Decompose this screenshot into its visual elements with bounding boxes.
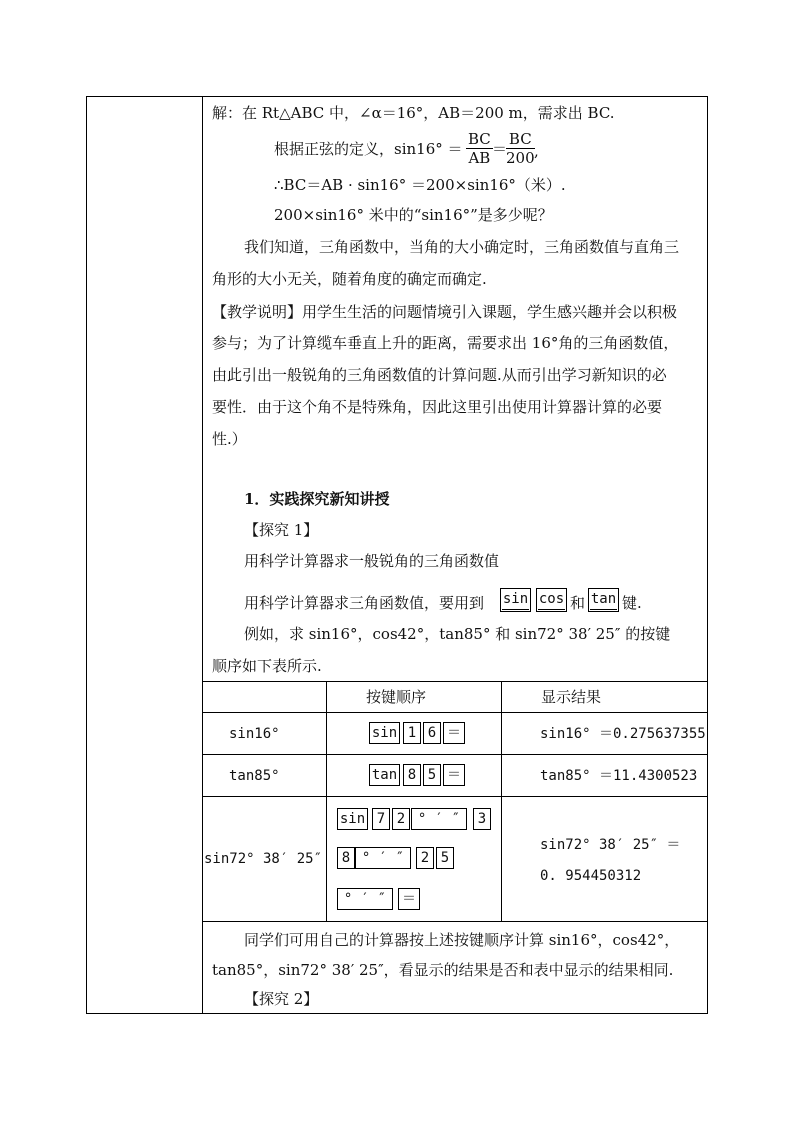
teaching-note-line: 参与；为了计算缆车垂直上升的距离，需要求出 16°角的三角函数值， [212,334,679,352]
key-equals: ＝ [398,888,420,910]
table-header-sequence: 按键顺序 [366,688,427,706]
table-bottom-border [202,921,708,922]
key-equals: ＝ [443,722,465,744]
key-digit: 7 [372,808,390,830]
key-degree-minute-second: ° ′ ″ [337,888,393,910]
teaching-note-line: 由此引出一般锐角的三角函数值的计算问题.从而引出学习新知识的必 [212,366,667,384]
row-result-line-2: 0. 954450312 [540,868,642,884]
row-result-line-1: sin72° 38′ 25″ ＝ [540,837,681,853]
row-result: sin16° ＝0.275637355 [540,726,706,742]
tan-key: tan [588,588,619,612]
fraction-denominator: 200 [506,149,535,167]
cos-key: cos [536,588,567,612]
equals-sign: ＝ [492,140,508,158]
fraction-bc-200 [506,130,535,167]
fraction-numerator: BC [506,130,535,149]
after-table-line-2: tan85°，sin72° 38′ 25″，看显示的结果是否和表中显示的结果相同. [212,961,674,979]
explore-1-label: 【探究 1】 [244,521,319,539]
solution-line-3: ∴BC＝AB · sin16° ＝200×sin16°（米）. [274,176,566,194]
table-header-result: 显示结果 [541,688,602,706]
table-row-border [202,796,708,797]
key-digit: 2 [416,847,434,869]
key-digit: 6 [423,722,441,744]
key-tan: tan [369,764,400,786]
explore-2-label: 【探究 2】 [244,990,319,1008]
teaching-note-line: 【教学说明】用学生生活的问题情境引入课题，学生感兴趣并会以积极 [212,303,678,321]
key-sin: sin [369,722,400,744]
keys-intro-suffix: 键. [622,594,642,612]
solution-line-1: 解：在 Rt△ABC 中，∠α＝16°，AB＝200 m，需求出 BC. [212,104,615,122]
key-equals: ＝ [443,764,465,786]
key-digit: 2 [392,808,410,830]
key-digit: 3 [473,808,491,830]
keys-intro-prefix: 用科学计算器求三角函数值，要用到 [244,594,485,612]
fraction-denominator: AB [468,149,491,167]
key-digit: 1 [403,722,421,744]
row-result: tan85° ＝11.4300523 [540,768,698,784]
key-sin: sin [337,808,368,830]
after-table-line-1: 同学们可用自己的计算器按上述按键顺序计算 sin16°，cos42°， [244,931,680,949]
explore-1-title: 用科学计算器求一般锐角的三角函数值 [244,552,500,570]
frame-right [707,96,708,1014]
frame-bottom [86,1013,708,1014]
key-digit: 8 [337,847,355,869]
frame-column-divider [202,96,203,1014]
table-row-border [202,712,708,713]
example-line-2: 顺序如下表所示. [212,657,322,675]
teaching-note-line: 要性．由于这个角不是特殊角，因此这里引出使用计算器计算的必要 [212,398,663,416]
fraction-numerator: BC [468,130,491,148]
solution-line-4: 200×sin16° 米中的“sin16°”是多少呢？ [274,206,553,224]
key-degree-minute-second: ° ′ ″ [411,808,467,830]
frame-top [86,96,708,97]
section-heading: 1．实践探究新知讲授 [244,490,390,508]
key-digit: 5 [423,764,441,786]
table-row-border [202,754,708,755]
key-degree-minute-second: ° ′ ″ [355,847,411,869]
paragraph-line: 我们知道，三角函数中，当角的大小确定时，三角函数值与直角三 [244,238,680,256]
sin-key: sin [500,588,531,612]
frame-left [86,96,87,1014]
fraction-bc-ab [466,130,493,167]
keys-and-text: 和 [570,594,586,612]
paragraph-line: 角形的大小无关，随着角度的确定而确定. [212,270,487,288]
table-top-border [202,681,708,682]
solution-line-2-prefix: 根据正弦的定义，sin16° ＝ [274,140,463,158]
table-column-divider [501,681,502,922]
key-digit: 8 [403,764,421,786]
teaching-note-line: 性.） [212,430,247,448]
table-column-divider [326,681,327,922]
row-label: tan85° [229,768,280,784]
key-digit: 5 [436,847,454,869]
row-label: sin72° 38′ 25″ [204,851,323,867]
example-line-1: 例如，求 sin16°，cos42°，tan85° 和 sin72° 38′ 25″ 的按键 [244,625,671,643]
row-label: sin16° [229,726,280,742]
solution-line-2-suffix: , [534,142,539,160]
